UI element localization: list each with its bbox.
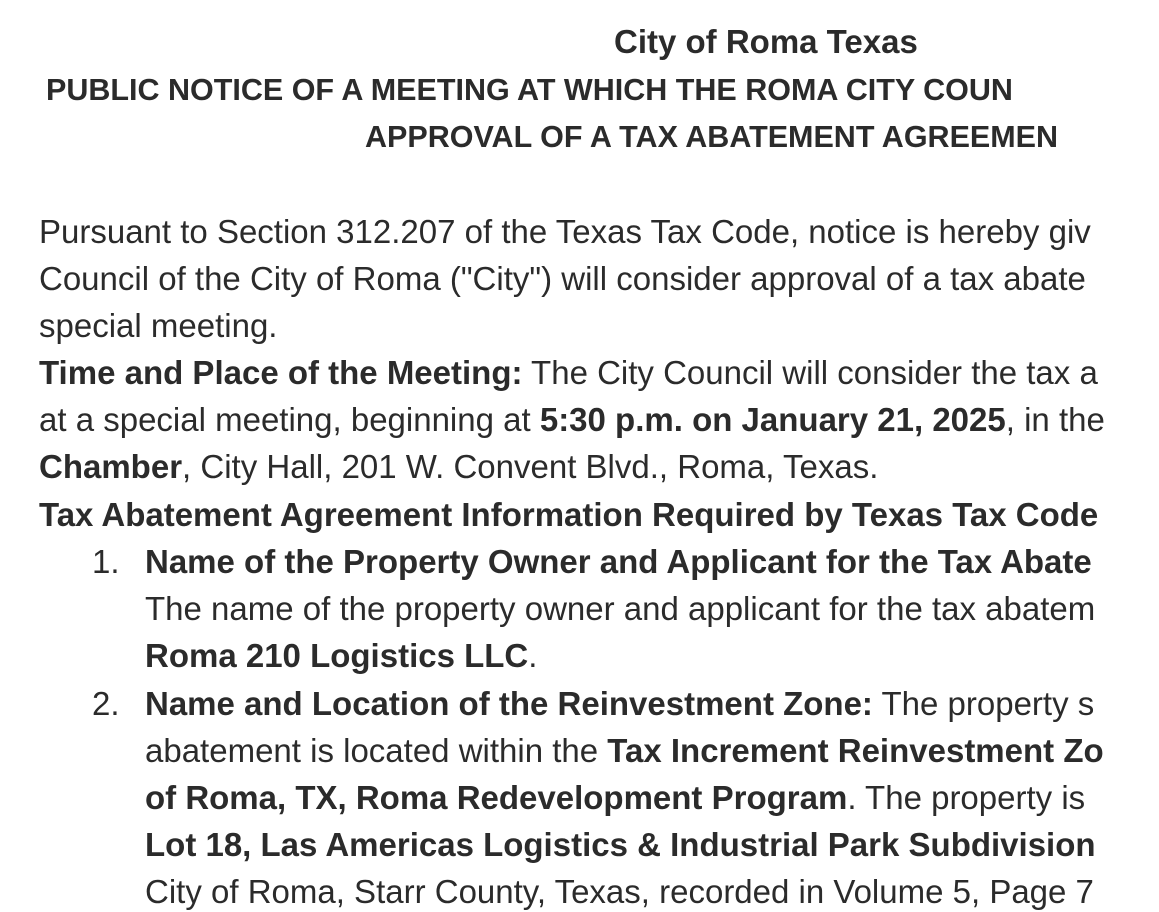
notice-title-line-1: PUBLIC NOTICE OF A MEETING AT WHICH THE ROMA CITY COUN [46, 73, 1013, 107]
item-2-line-1-rest: The property s [872, 685, 1095, 722]
meeting-address: , City Hall, 201 W. Convent Blvd., Roma, Texas. [182, 448, 879, 485]
item-2-number: 2. [92, 685, 120, 722]
meeting-line-3 [39, 447, 878, 487]
item-2-line-4: Lot 18, Las Americas Logistics & Industrial Park Subdivision [145, 826, 1096, 863]
item-1-number: 1. [92, 543, 120, 580]
item-1-line-2: The name of the property owner and applicant for the tax abatem [145, 590, 1096, 627]
item-1-line-3 [145, 636, 537, 676]
meeting-label: Time and Place of the Meeting: [39, 354, 523, 391]
item-1-title: Name of the Property Owner and Applicant for the Tax Abate [145, 543, 1092, 580]
meeting-time: 5:30 p.m. on January 21, 2025 [539, 401, 1006, 438]
item-2-line-2-pre: abatement is located within the [145, 732, 608, 769]
meeting-line-1 [39, 353, 1098, 393]
info-heading: Tax Abatement Agreement Information Required by Texas Tax Code [39, 496, 1099, 533]
item-2-line-1 [145, 684, 1094, 724]
applicant-name: Roma 210 Logistics LLC [145, 637, 529, 674]
item-2-title: Name and Location of the Reinvestment Zone: [145, 685, 873, 722]
item-1-line-3-rest: . [528, 637, 538, 674]
meeting-line-2 [39, 400, 1105, 440]
intro-line-3: special meeting. [39, 307, 278, 344]
item-2-line-5: City of Roma, Starr County, Texas, recorded in Volume 5, Page 7 [145, 873, 1094, 910]
item-2-line-3-rest: . The property is [847, 779, 1086, 816]
meeting-line-2-pre: at a special meeting, beginning at [39, 401, 540, 438]
item-2-line-2 [145, 731, 1104, 771]
meeting-line-2-post: , in the [1005, 401, 1105, 438]
intro-line-1: Pursuant to Section 312.207 of the Texas Tax Code, notice is hereby giv [39, 213, 1091, 250]
city-title: City of Roma Texas [614, 23, 918, 60]
intro-line-2: Council of the City of Roma ("City") will consider approval of a tax abate [39, 260, 1086, 297]
zone-name: Tax Increment Reinvestment Zo [607, 732, 1104, 769]
program-name: of Roma, TX, Roma Redevelopment Program [145, 779, 848, 816]
item-2-line-3 [145, 778, 1085, 818]
meeting-line-1-text: The City Council will consider the tax a [522, 354, 1098, 391]
notice-title-line-2: APPROVAL OF A TAX ABATEMENT AGREEMEN [365, 120, 1059, 154]
meeting-place: Chamber [39, 448, 183, 485]
